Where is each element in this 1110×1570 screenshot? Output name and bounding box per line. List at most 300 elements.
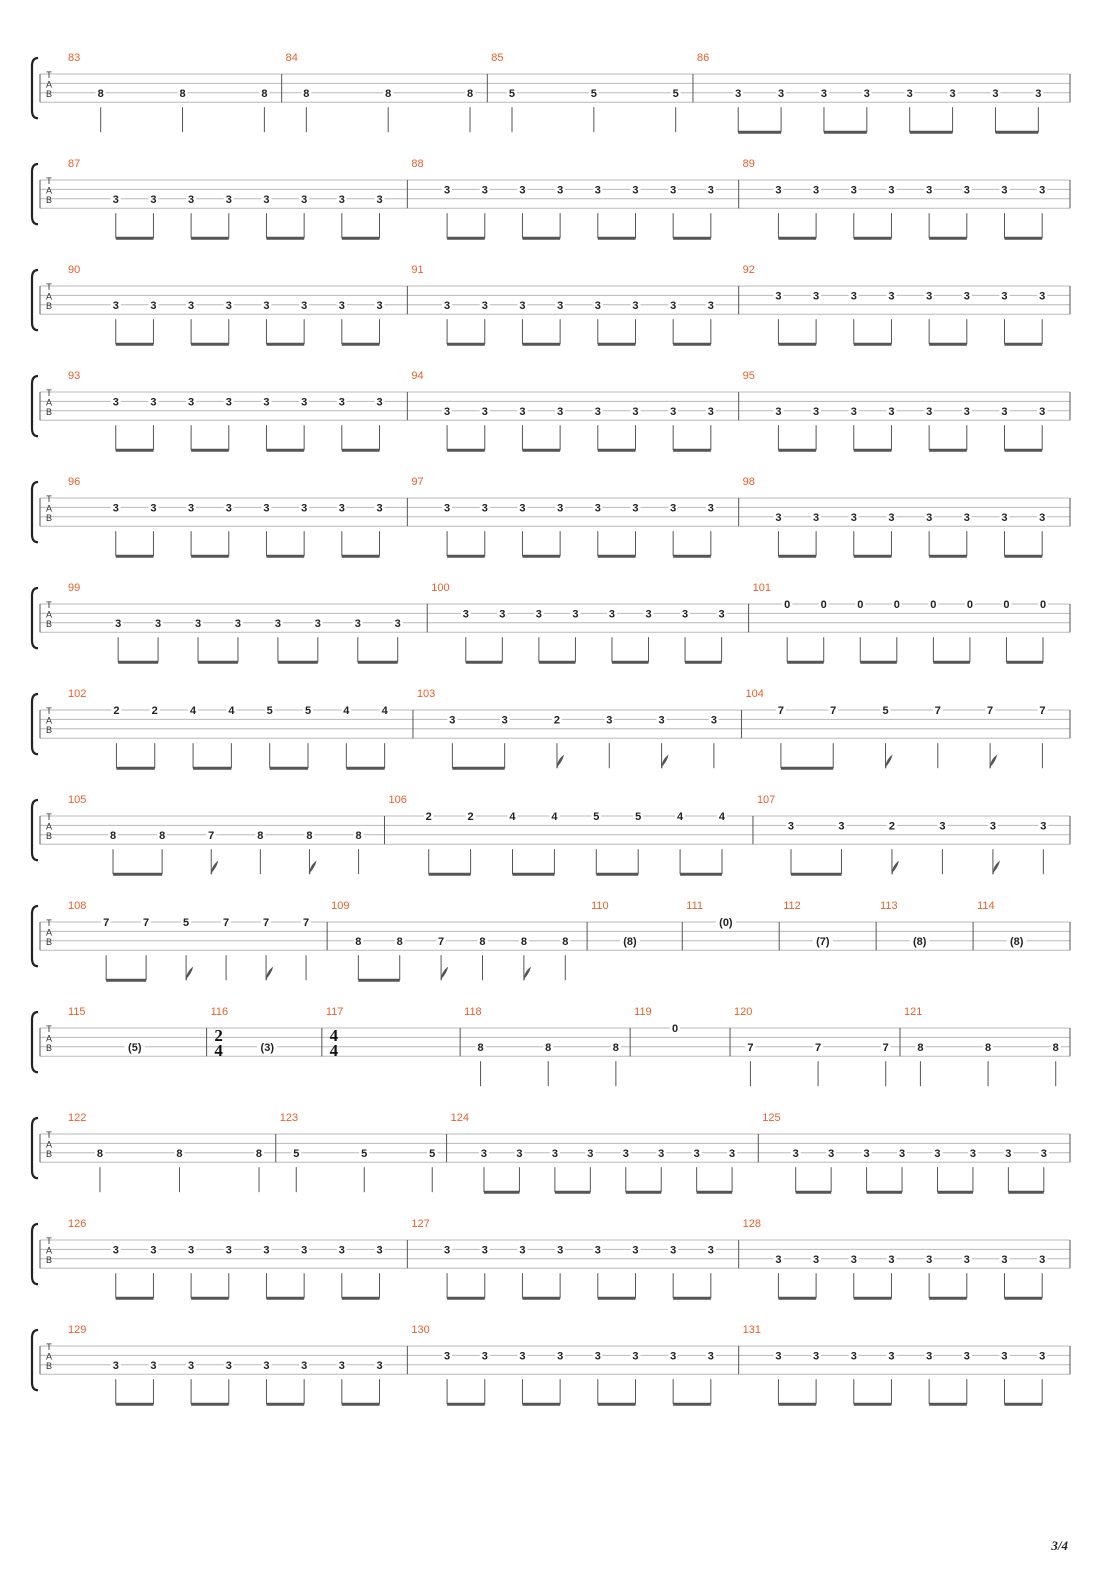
fret-number: 3 <box>939 820 946 833</box>
fret-number: 4 <box>343 705 350 717</box>
page-number: 3/4 <box>1051 1538 1068 1553</box>
fret-number: 8 <box>261 87 268 100</box>
fret-number: 3 <box>813 1350 820 1363</box>
fret-number: 3 <box>150 1359 157 1372</box>
fret-number: 3 <box>462 608 469 621</box>
system-bracket <box>32 376 38 436</box>
measure-number: 126 <box>68 1218 87 1230</box>
measure-number: 96 <box>68 476 81 488</box>
fret-number: 7 <box>815 1041 822 1054</box>
measure-number: 94 <box>411 370 424 382</box>
fret-number: 3 <box>112 193 119 206</box>
fret-number: 3 <box>188 1359 195 1372</box>
fret-number: 8 <box>479 935 486 948</box>
tab-clef-letter: B <box>45 512 53 523</box>
tab-clef-letter: B <box>45 1148 53 1159</box>
tab-clef-letter: T <box>46 918 52 928</box>
fret-number: 4 <box>718 811 726 823</box>
fret-number: 3 <box>194 617 202 630</box>
fret-number: 3 <box>188 1244 195 1257</box>
fret-number: 3 <box>926 290 933 303</box>
tab-clef-letter: T <box>46 706 52 716</box>
fret-number: 3 <box>934 1147 941 1160</box>
fret-number: 3 <box>376 193 383 206</box>
tab-clef-letter: B <box>45 1360 53 1371</box>
fret-number: (0) <box>719 917 733 929</box>
fret-number: 3 <box>150 1244 157 1257</box>
fret-number: 3 <box>1005 1147 1012 1160</box>
fret-number: 3 <box>301 396 308 409</box>
fret-number: 3 <box>850 405 857 418</box>
fret-number: 3 <box>263 502 270 515</box>
tab-clef-letter: A <box>45 79 53 90</box>
fret-number: 3 <box>710 714 717 727</box>
fret-number: 5 <box>361 1147 368 1160</box>
fret-number: 3 <box>888 1350 895 1363</box>
fret-number: 3 <box>813 1253 820 1266</box>
measure-number: 103 <box>416 688 436 700</box>
tab-clef-letter: B <box>45 406 53 417</box>
fret-number: 3 <box>888 405 895 418</box>
note-flag <box>186 968 192 980</box>
tab-clef-letter: T <box>46 388 52 398</box>
fret-number: 3 <box>813 290 820 303</box>
fret-number: 3 <box>112 1244 119 1257</box>
fret-number: 3 <box>444 1350 451 1363</box>
tab-clef-letter: T <box>46 1024 52 1034</box>
fret-number: 8 <box>255 1147 263 1160</box>
fret-number: 4 <box>677 811 684 823</box>
fret-number: 3 <box>234 617 242 630</box>
fret-number: 3 <box>338 193 345 206</box>
fret-number: 3 <box>863 87 870 100</box>
fret-number: 3 <box>992 87 999 100</box>
fret-number: 3 <box>1040 1147 1047 1160</box>
measure-number: 117 <box>325 1006 344 1018</box>
measure-number: 83 <box>68 52 81 64</box>
fret-number: 3 <box>632 299 639 312</box>
fret-number: 8 <box>159 829 166 842</box>
tab-clef-letter: A <box>45 185 53 196</box>
measure-number: 106 <box>388 794 407 806</box>
fret-number: 3 <box>608 608 616 621</box>
fret-number: 3 <box>338 1244 345 1257</box>
system-bracket <box>32 1224 38 1284</box>
fret-number: 5 <box>672 87 679 100</box>
fret-number: 3 <box>863 1147 870 1160</box>
note-flag <box>266 968 272 980</box>
fret-number: 5 <box>590 87 597 100</box>
fret-number: 5 <box>429 1147 436 1160</box>
fret-number: 3 <box>150 193 157 206</box>
tab-clef-letter: A <box>45 291 53 302</box>
measure-number: 122 <box>68 1112 87 1124</box>
measure-number: 118 <box>464 1006 482 1018</box>
tab-clef-letter: B <box>45 300 53 311</box>
fret-number: 3 <box>225 299 232 312</box>
fret-number: 3 <box>519 1350 526 1363</box>
measure-number: 109 <box>331 900 350 912</box>
fret-number: 3 <box>926 405 933 418</box>
fret-number: 3 <box>444 405 451 418</box>
fret-number: 3 <box>225 1244 232 1257</box>
tab-clef-letter: T <box>46 1342 52 1352</box>
measure-number: 88 <box>411 158 424 170</box>
system-bracket <box>32 906 38 966</box>
time-signature-bottom: 4 <box>329 1041 339 1060</box>
fret-number: 7 <box>934 705 941 717</box>
tab-clef-letter: A <box>45 397 53 408</box>
fret-number: 5 <box>882 705 889 717</box>
tab-clef-letter: T <box>46 600 52 610</box>
fret-number: 3 <box>376 299 383 312</box>
fret-number: 0 <box>966 599 973 611</box>
fret-number: 3 <box>718 608 725 621</box>
system-bracket <box>32 164 38 224</box>
fret-number: 5 <box>304 705 312 717</box>
measure-number: 112 <box>783 900 801 912</box>
fret-number: 3 <box>557 184 564 197</box>
fret-number: 3 <box>632 1350 639 1363</box>
tab-clef-letter: T <box>46 1130 52 1140</box>
fret-number: 3 <box>820 87 828 100</box>
fret-number: 3 <box>632 1244 639 1257</box>
tab-clef-letter: B <box>45 724 53 735</box>
fret-number: 3 <box>963 1253 970 1266</box>
fret-number: 3 <box>670 1350 677 1363</box>
fret-number: 8 <box>306 829 313 842</box>
fret-number: 2 <box>151 705 158 717</box>
fret-number: 8 <box>355 935 362 948</box>
measure-number: 91 <box>411 264 424 276</box>
fret-number: 7 <box>103 917 110 929</box>
fret-number: 3 <box>112 396 119 409</box>
measure-number: 100 <box>431 582 450 594</box>
fret-number: 3 <box>775 184 782 197</box>
note-flag <box>990 756 996 768</box>
fret-number: 8 <box>477 1041 484 1054</box>
fret-number: 3 <box>594 299 601 312</box>
fret-number: 8 <box>176 1147 183 1160</box>
fret-number: 3 <box>263 299 270 312</box>
system-bracket <box>32 694 38 754</box>
measure-number: 113 <box>880 900 898 912</box>
fret-number: 3 <box>150 299 157 312</box>
fret-number: 0 <box>820 599 827 611</box>
fret-number: 3 <box>707 405 714 418</box>
system-bracket <box>32 800 38 860</box>
tab-clef-letter: T <box>46 282 52 292</box>
fret-number: 3 <box>813 405 820 418</box>
fret-number: 3 <box>519 405 526 418</box>
fret-number: 3 <box>519 1244 526 1257</box>
fret-number: 3 <box>481 405 488 418</box>
tab-clef-letter: B <box>45 1254 53 1265</box>
note-flag <box>892 862 898 874</box>
system-bracket <box>32 1330 38 1390</box>
fret-number: 3 <box>519 184 526 197</box>
fret-number: 3 <box>188 502 195 515</box>
fret-number: 3 <box>519 299 526 312</box>
fret-number: 0 <box>784 599 791 611</box>
fret-number: 3 <box>963 1350 970 1363</box>
measure-number: 104 <box>745 688 764 700</box>
fret-number: 3 <box>775 511 782 524</box>
fret-number: 3 <box>850 290 857 303</box>
time-signature-top: 2 <box>214 1026 223 1045</box>
fret-number: 3 <box>1039 184 1046 197</box>
fret-number: 3 <box>557 1350 564 1363</box>
fret-number: 3 <box>501 714 508 727</box>
fret-number: 3 <box>188 396 195 409</box>
fret-number: 8 <box>96 1147 104 1160</box>
fret-number: (3) <box>260 1041 274 1054</box>
fret-number: 3 <box>444 299 451 312</box>
fret-number: 3 <box>594 1350 601 1363</box>
measure-number: 125 <box>762 1112 781 1124</box>
fret-number: 3 <box>551 1147 558 1160</box>
fret-number: 3 <box>670 502 677 515</box>
tab-clef-letter: T <box>46 176 52 186</box>
fret-number: 3 <box>707 1350 714 1363</box>
fret-number: 7 <box>1039 705 1046 717</box>
tab-clef-letter: A <box>45 1245 53 1256</box>
fret-number: 3 <box>969 1147 976 1160</box>
fret-number: 5 <box>266 705 273 717</box>
fret-number: 3 <box>338 396 345 409</box>
fret-number: 3 <box>481 502 488 515</box>
note-flag <box>557 756 563 768</box>
fret-number: 8 <box>303 87 310 100</box>
fret-number: 3 <box>1039 290 1046 303</box>
tab-clef-letter: T <box>46 494 52 504</box>
fret-number: 3 <box>557 299 564 312</box>
fret-number: 3 <box>1035 87 1042 100</box>
measure-number: 85 <box>491 52 504 64</box>
fret-number: 3 <box>1001 184 1008 197</box>
fret-number: 8 <box>917 1041 924 1054</box>
fret-number: 4 <box>551 811 558 823</box>
fret-number: 3 <box>898 1147 906 1160</box>
measure-number: 121 <box>904 1006 923 1018</box>
fret-number: 3 <box>354 617 361 630</box>
fret-number: 3 <box>444 502 451 515</box>
fret-number: 2 <box>888 820 896 833</box>
fret-number: (8) <box>913 935 927 948</box>
tab-clef-letter: B <box>45 194 53 205</box>
fret-number: 3 <box>557 502 564 515</box>
fret-number: 3 <box>850 1253 857 1266</box>
fret-number: 3 <box>850 511 857 524</box>
fret-number: 3 <box>963 511 970 524</box>
fret-number: 3 <box>850 1350 857 1363</box>
fret-number: 3 <box>670 184 677 197</box>
fret-number: 0 <box>930 599 937 611</box>
tab-clef-letter: B <box>45 618 53 629</box>
fret-number: 3 <box>301 193 308 206</box>
fret-number: 3 <box>594 502 601 515</box>
fret-number: 3 <box>301 1244 308 1257</box>
measure-number: 108 <box>68 900 87 912</box>
tab-clef-letter: A <box>45 1033 53 1044</box>
fret-number: 3 <box>188 193 195 206</box>
fret-number: 3 <box>519 502 526 515</box>
fret-number: 3 <box>888 511 895 524</box>
time-signature-top: 4 <box>329 1026 339 1045</box>
fret-number: 3 <box>670 1244 677 1257</box>
fret-number: (8) <box>623 935 637 948</box>
fret-number: 3 <box>850 184 857 197</box>
fret-number: 7 <box>438 935 445 948</box>
fret-number: 3 <box>499 608 506 621</box>
fret-number: 3 <box>1039 1350 1046 1363</box>
fret-number: 3 <box>301 1359 308 1372</box>
measure-number: 101 <box>752 582 771 594</box>
fret-number: 8 <box>179 87 186 100</box>
fret-number: 3 <box>263 1244 270 1257</box>
measure-number: 84 <box>285 52 298 64</box>
fret-number: 3 <box>594 184 601 197</box>
tab-clef-letter: B <box>45 936 53 947</box>
measure-number: 98 <box>742 476 755 488</box>
fret-number: 3 <box>949 87 956 100</box>
note-flag <box>309 862 315 874</box>
fret-number: 3 <box>775 1350 782 1363</box>
fret-number: 3 <box>263 193 270 206</box>
fret-number: 3 <box>792 1147 799 1160</box>
fret-number: 3 <box>693 1147 700 1160</box>
tab-clef-letter: A <box>45 821 53 832</box>
fret-number: 3 <box>963 184 970 197</box>
fret-number: 7 <box>223 917 230 929</box>
fret-number: 3 <box>813 511 820 524</box>
fret-number: 4 <box>509 811 516 823</box>
system-bracket <box>32 270 38 330</box>
fret-number: 3 <box>338 502 345 515</box>
fret-number: 8 <box>520 935 527 948</box>
fret-number: (7) <box>816 935 830 948</box>
fret-number: 3 <box>338 1359 345 1372</box>
fret-number: 5 <box>183 917 190 929</box>
measure-number: 129 <box>68 1324 87 1336</box>
measure-number: 102 <box>68 688 87 700</box>
fret-number: 3 <box>707 502 714 515</box>
tab-clef-letter: A <box>45 927 53 938</box>
fret-number: 3 <box>963 405 970 418</box>
fret-number: 3 <box>150 502 157 515</box>
time-signature-bottom: 4 <box>214 1041 223 1060</box>
tab-clef-letter: B <box>45 88 53 99</box>
fret-number: 3 <box>444 1244 451 1257</box>
fret-number: 3 <box>535 608 542 621</box>
fret-number: 8 <box>97 87 104 100</box>
fret-number: 7 <box>882 1041 889 1054</box>
system-bracket <box>32 1012 38 1072</box>
fret-number: 3 <box>481 299 488 312</box>
fret-number: 3 <box>632 405 639 418</box>
measure-number: 97 <box>411 476 424 488</box>
fret-number: 4 <box>228 705 235 717</box>
fret-number: 3 <box>707 299 714 312</box>
fret-number: 7 <box>302 917 310 929</box>
measure-number: 120 <box>734 1006 753 1018</box>
fret-number: 3 <box>480 1147 488 1160</box>
fret-number: 3 <box>707 184 714 197</box>
fret-number: 3 <box>775 290 782 303</box>
fret-number: 3 <box>376 502 383 515</box>
fret-number: 3 <box>888 1253 895 1266</box>
fret-number: 3 <box>150 396 157 409</box>
measure-number: 115 <box>68 1006 86 1018</box>
fret-number: 3 <box>926 1350 933 1363</box>
fret-number: 3 <box>112 502 119 515</box>
fret-number: (8) <box>1009 935 1024 948</box>
fret-number: 8 <box>466 87 474 100</box>
measure-number: 95 <box>742 370 755 382</box>
fret-number: 3 <box>606 714 613 727</box>
fret-number: 4 <box>381 705 388 717</box>
fret-number: 3 <box>1001 1350 1008 1363</box>
system-bracket <box>32 482 38 542</box>
measure-number: 93 <box>68 370 81 382</box>
fret-number: 3 <box>926 184 933 197</box>
fret-number: 0 <box>1039 599 1047 611</box>
note-flag <box>993 862 999 874</box>
fret-number: 3 <box>622 1147 629 1160</box>
fret-number: 0 <box>857 599 864 611</box>
fret-number: 3 <box>888 290 895 303</box>
fret-number: 3 <box>444 184 451 197</box>
note-flag <box>524 968 530 980</box>
measure-number: 92 <box>742 264 755 276</box>
fret-number: 3 <box>572 608 579 621</box>
measure-number: 127 <box>411 1218 430 1230</box>
measure-number: 107 <box>756 794 776 806</box>
fret-number: 4 <box>190 705 197 717</box>
measure-number: 116 <box>210 1006 229 1018</box>
tab-clef-letter: T <box>46 1236 52 1246</box>
fret-number: 3 <box>775 405 782 418</box>
fret-number: 3 <box>594 1244 601 1257</box>
fret-number: 3 <box>707 1244 714 1257</box>
fret-number: 3 <box>1039 405 1046 418</box>
fret-number: 3 <box>670 299 677 312</box>
fret-number: 3 <box>1001 290 1008 303</box>
tab-clef-letter: B <box>45 1042 53 1053</box>
fret-number: 3 <box>225 1359 232 1372</box>
measure-number: 124 <box>450 1112 469 1124</box>
fret-number: 0 <box>1003 599 1010 611</box>
fret-number: 3 <box>787 820 795 833</box>
fret-number: 3 <box>682 608 689 621</box>
fret-number: 3 <box>963 290 970 303</box>
measure-number: 105 <box>68 794 87 806</box>
tab-clef-letter: A <box>45 609 53 620</box>
measure-number: 128 <box>742 1218 762 1230</box>
fret-number: 3 <box>926 511 933 524</box>
fret-number: 3 <box>115 617 122 630</box>
fret-number: 3 <box>594 405 601 418</box>
fret-number: 7 <box>777 705 784 717</box>
fret-number: 3 <box>225 193 232 206</box>
fret-number: 3 <box>813 184 820 197</box>
fret-number: 7 <box>830 705 837 717</box>
fret-number: 3 <box>516 1147 523 1160</box>
measure-number: 110 <box>591 900 609 912</box>
note-flag <box>211 862 217 874</box>
fret-number: 3 <box>376 1359 383 1372</box>
measure-number: 123 <box>279 1112 299 1124</box>
